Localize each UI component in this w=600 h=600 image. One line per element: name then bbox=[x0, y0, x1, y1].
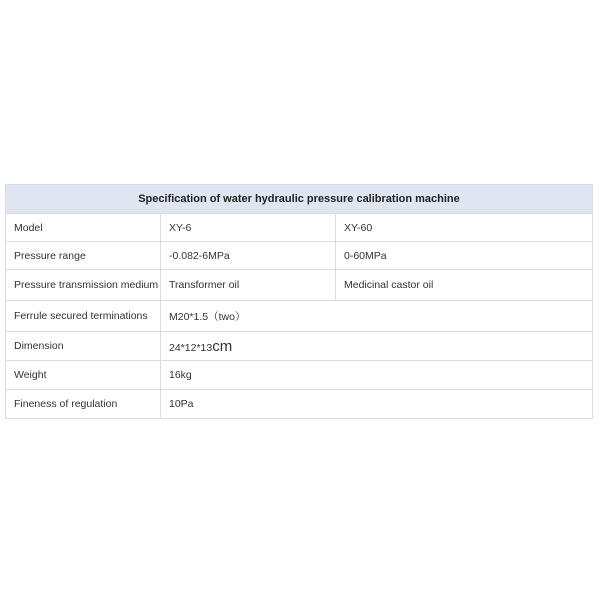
unit-label: cm bbox=[212, 337, 233, 355]
table-title: Specification of water hydraulic pressure calibration machine bbox=[6, 185, 593, 214]
row-label: Fineness of regulation bbox=[6, 390, 161, 419]
row-label: Model bbox=[6, 214, 161, 242]
table-row bbox=[6, 270, 593, 301]
row-value-a: XY-6 bbox=[161, 214, 336, 242]
row-label: Dimension bbox=[6, 332, 161, 361]
row-value-b: 0-60MPa bbox=[336, 242, 593, 270]
table-row bbox=[6, 361, 593, 390]
table-row bbox=[6, 390, 593, 419]
row-label: Weight bbox=[6, 361, 161, 390]
table-row bbox=[6, 301, 593, 332]
row-value-cell bbox=[161, 332, 593, 361]
row-value-b: XY-60 bbox=[336, 214, 593, 242]
table-row bbox=[6, 214, 593, 242]
row-value: 16kg bbox=[161, 361, 593, 390]
row-label: Pressure transmission medium bbox=[6, 270, 161, 301]
row-value-a: -0.082-6MPa bbox=[161, 242, 336, 270]
row-value: 24*12*13 bbox=[169, 341, 213, 354]
table-row bbox=[6, 332, 593, 361]
row-label: Pressure range bbox=[6, 242, 161, 270]
row-value: 10Pa bbox=[161, 390, 593, 419]
row-value-a: Transformer oil bbox=[161, 270, 336, 301]
row-label: Ferrule secured terminations bbox=[6, 301, 161, 332]
table-row bbox=[6, 242, 593, 270]
row-value: M20*1.5（two） bbox=[161, 301, 593, 332]
row-value-b: Medicinal castor oil bbox=[336, 270, 593, 301]
table-header-row bbox=[6, 185, 593, 214]
specification-table bbox=[5, 184, 593, 419]
